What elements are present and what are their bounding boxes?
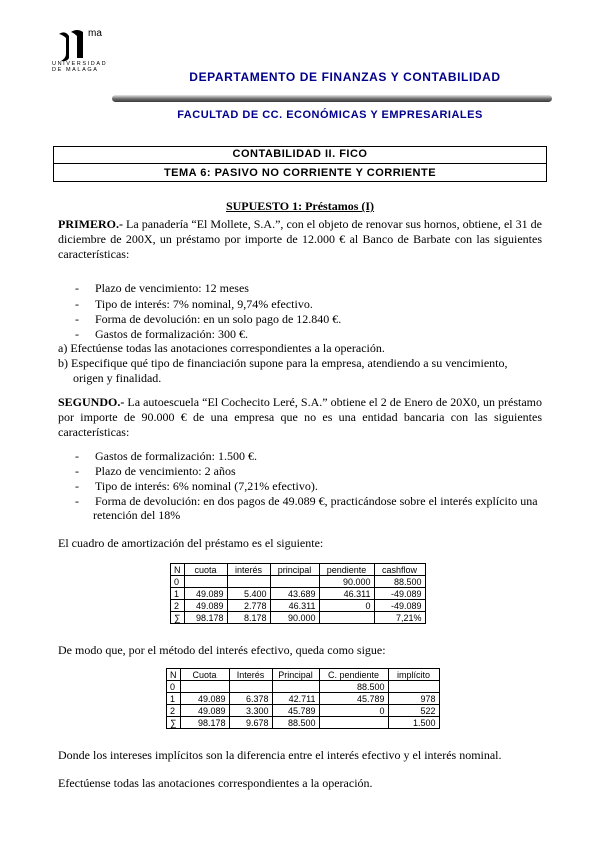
primero-lead: PRIMERO.- [58,217,123,231]
segundo-text: La autoescuela “El Cochecito Leré, S.A.” obtiene el 2 de Enero de 20X0, un préstamo por importe de 90.000 € de una empresa que no es una entidad bancaria con las siguientes características: [58,395,542,439]
logo-superscript: ma [88,28,102,39]
topic-title: TEMA 6: PASIVO NO CORRIENTE Y CORRIENTE [163,167,437,179]
table1-intro: El cuadro de amortización del préstamo es el siguiente: [58,536,324,550]
faculty-title: FACULTAD DE CC. ECONÓMICAS Y EMPRESARIALES [177,109,483,121]
list-item: - Gastos de formalización: 300 €. [75,327,248,341]
course-title: CONTABILIDAD II. FICO [232,148,368,160]
primero-paragraph [58,217,542,262]
table-row: 0 90.000 88.500 [171,576,426,588]
segundo-paragraph [58,395,542,440]
university-logo-icon [57,28,89,64]
table-header-row: N Cuota Interés Principal C. pendiente implícito [167,669,440,681]
closing-instruction: Efectúense todas las anotaciones correspondientes a la operación. [58,776,373,790]
amortization-table [170,563,426,624]
closing-note: Donde los intereses implícitos son la diferencia entre el interés efectivo y el interés nominal. [58,748,502,762]
list-item: - Tipo de interés: 7% nominal, 9,74% efectivo. [75,297,313,311]
exercise-heading: SUPUESTO 1: Préstamos (I) [225,199,375,213]
table-total-row: ∑ 98.178 8.178 90.000 7,21% [171,612,426,624]
table-total-row: ∑ 98.178 9.678 88.500 1.500 [167,717,440,729]
list-item: - Forma de devolución: en dos pagos de 49.089 €, practicándose sobre el interés explícito una [75,494,538,508]
logo-line-1: UNIVERSIDAD [52,61,108,67]
primero-text: La panadería “El Mollete, S.A.”, con el objeto de renovar sus hornos, obtiene, el 31 de diciembre de 200X, un préstamo por importe de 12.000 € al Banco de Barbate con las siguientes características: [58,217,542,261]
table-row: 1 49.089 6.378 42.711 45.789 978 [167,693,440,705]
list-item: - Gastos de formalización: 1.500 €. [75,449,257,463]
effective-interest-table [166,668,440,729]
question-b-cont: origen y finalidad. [73,371,162,385]
table-header-row: N cuota interés principal pendiente cashflow [171,564,426,576]
logo-line-2: DE MALAGA [52,67,99,73]
list-item: - Forma de devolución: en un solo pago de 12.840 €. [75,312,342,326]
table-row: 0 88.500 [167,681,440,693]
list-item: - Plazo de vencimiento: 2 años [75,464,236,478]
table-row: 2 49.089 2.778 46.311 0 -49.089 [171,600,426,612]
list-item-cont: retención del 18% [93,508,181,522]
question-b: b) Especifique qué tipo de financiación supone para la empresa, atendiendo a su vencimiento, [58,356,508,370]
list-item: - Plazo de vencimiento: 12 meses [75,281,249,295]
list-item: - Tipo de interés: 6% nominal (7,21% efectivo). [75,479,318,493]
segundo-lead: SEGUNDO.- [58,395,125,409]
title-box-divider [53,163,547,164]
table2-intro: De modo que, por el método del interés efectivo, queda como sigue: [58,643,386,657]
question-a: a) Efectúense todas las anotaciones correspondientes a la operación. [58,341,385,355]
header-divider [112,95,552,102]
table-row: 2 49.089 3.300 45.789 0 522 [167,705,440,717]
logo-text [52,61,107,73]
department-title: DEPARTAMENTO DE FINANZAS Y CONTABILIDAD [189,70,501,84]
table-row: 1 49.089 5.400 43.689 46.311 -49.089 [171,588,426,600]
